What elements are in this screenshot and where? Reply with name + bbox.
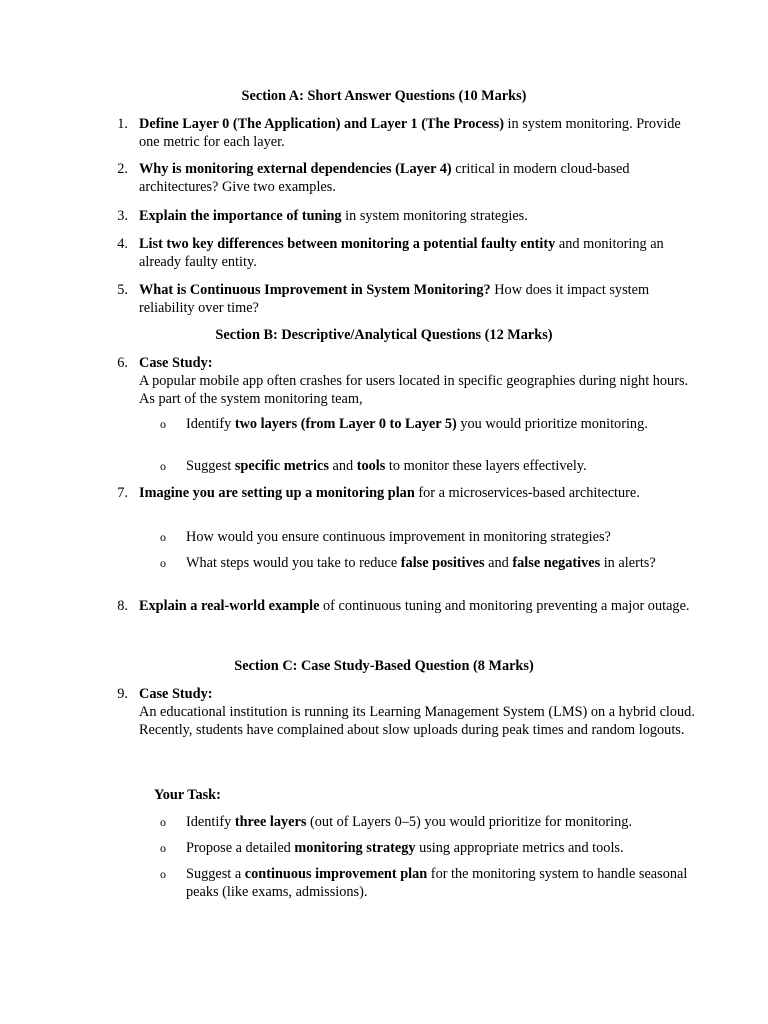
case-study-title: Case Study: <box>139 686 213 702</box>
your-task-label: Your Task: <box>154 787 221 803</box>
bullet-text: Identify two layers (from Layer 0 to Layer 5) you would prioritize monitoring. <box>186 416 648 432</box>
case-study-title: Case Study: <box>139 355 213 371</box>
circle-bullet-icon: o <box>160 815 166 829</box>
question-number: 1. <box>117 116 128 132</box>
question-number: 4. <box>117 236 128 252</box>
bullet-text: Suggest a continuous improvement plan for the monitoring system to handle seasonal peaks (like exams, admissions). <box>186 866 688 900</box>
question-text: Imagine you are setting up a monitoring plan for a microservices-based architecture. <box>139 485 640 501</box>
section-a-heading: Section A: Short Answer Questions (10 Marks) <box>241 88 527 104</box>
case-study-text-1: An educational institution is running its Learning Management System (LMS) on a hybrid cloud. <box>139 704 695 720</box>
case-study-text-2: Recently, students have complained about slow uploads during peak times and random logouts. <box>139 722 685 738</box>
section-c-heading: Section C: Case Study-Based Question (8 Marks) <box>234 658 534 674</box>
question-number: 3. <box>117 208 128 224</box>
question-number: 7. <box>117 485 128 501</box>
bullet-text: How would you ensure continuous improvement in monitoring strategies? <box>186 529 611 545</box>
question-number: 8. <box>117 598 128 614</box>
question-number: 9. <box>117 686 128 702</box>
question-text: What is Continuous Improvement in System Monitoring? How does it impact system reliability over time? <box>139 282 650 316</box>
circle-bullet-icon: o <box>160 417 166 431</box>
question-text: Define Layer 0 (The Application) and Layer 1 (The Process) in system monitoring. Provide one metric for each layer. <box>139 116 681 150</box>
circle-bullet-icon: o <box>160 530 166 544</box>
circle-bullet-icon: o <box>160 556 166 570</box>
case-study-text: A popular mobile app often crashes for users located in specific geographies during night hours. As part of the system monitoring team, <box>139 373 689 407</box>
question-text <box>139 354 699 408</box>
bullet-text: Identify three layers (out of Layers 0–5) you would prioritize for monitoring. <box>186 814 633 830</box>
question-text <box>139 685 699 739</box>
bullet-text: What steps would you take to reduce false positives and false negatives in alerts? <box>186 555 656 571</box>
circle-bullet-icon: o <box>160 841 166 855</box>
question-text: Explain the importance of tuning in system monitoring strategies. <box>139 208 528 224</box>
question-number: 5. <box>117 282 128 298</box>
question-text: List two key differences between monitoring a potential faulty entity and monitoring an already faulty entity. <box>139 236 664 270</box>
question-number: 2. <box>117 161 128 177</box>
section-b-heading: Section B: Descriptive/Analytical Questions (12 Marks) <box>215 327 553 343</box>
question-number: 6. <box>117 355 128 371</box>
circle-bullet-icon: o <box>160 459 166 473</box>
bullet-text: Propose a detailed monitoring strategy using appropriate metrics and tools. <box>186 840 624 856</box>
bullet-text: Suggest specific metrics and tools to monitor these layers effectively. <box>186 458 587 474</box>
question-text: Why is monitoring external dependencies (Layer 4) critical in modern cloud-based architectures? Give two examples. <box>139 161 630 195</box>
question-text: Explain a real-world example of continuous tuning and monitoring preventing a major outage. <box>139 598 690 614</box>
circle-bullet-icon: o <box>160 867 166 881</box>
